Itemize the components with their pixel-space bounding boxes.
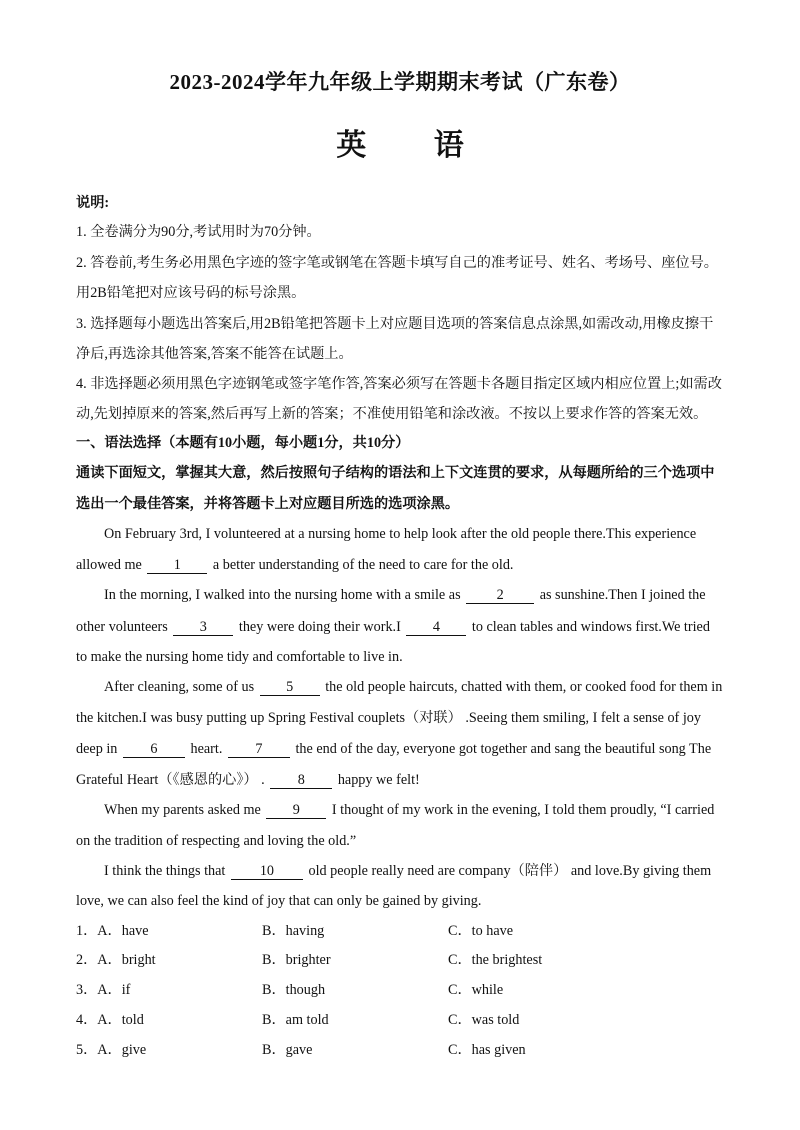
instructions-heading: 说明: bbox=[76, 195, 110, 211]
option-a: 2．A．bright bbox=[76, 952, 156, 968]
blank-1: 1 bbox=[147, 557, 207, 574]
passage-line bbox=[104, 861, 724, 881]
section-directions: 选出一个最佳答案，并将答题卡上对应题目所选的选项涂黑。 bbox=[76, 496, 460, 512]
passage-text: the end of the day, everyone got together and sang the beautiful song The bbox=[295, 741, 712, 757]
section-heading: 一、语法选择（本题有10小题，每小题1分，共10分） bbox=[76, 435, 410, 451]
option-b: B．having bbox=[262, 923, 325, 939]
blank-10: 10 bbox=[231, 863, 303, 880]
option-c: C．has given bbox=[448, 1042, 526, 1058]
passage-line bbox=[104, 800, 724, 820]
instruction-line: 2. 答卷前,考生务必用黑色字迹的签字笔或钢笔在答题卡填写自己的准考证号、姓名、考场号、座位号。 bbox=[76, 255, 718, 271]
passage-text: I thought of my work in the evening, I told them proudly, “I carried bbox=[331, 802, 715, 818]
passage-text: they were doing their work.I bbox=[238, 619, 401, 635]
option-a: 3．A．if bbox=[76, 982, 131, 998]
passage-line bbox=[104, 585, 724, 605]
passage-text: I think the things that bbox=[104, 863, 226, 879]
option-a: 4．A．told bbox=[76, 1012, 144, 1028]
passage-text: a better understanding of the need to care for the old. bbox=[212, 557, 514, 573]
exam-title: 2023-2024学年九年级上学期期末考试（广东卷） bbox=[169, 70, 631, 94]
option-b: B．am told bbox=[262, 1012, 329, 1028]
passage-text: to clean tables and windows first.We tried bbox=[471, 619, 710, 635]
passage-text: old people really need are company（陪伴） and love.By giving them bbox=[308, 863, 712, 879]
section-directions: 通读下面短文，掌握其大意，然后按照句子结构的语法和上下文连贯的要求，从每题所给的三个选项中 bbox=[76, 465, 715, 481]
passage-text: as sunshine.Then I joined the bbox=[539, 587, 706, 603]
passage-text: allowed me bbox=[76, 557, 142, 573]
instruction-line: 4. 非选择题必须用黑色字迹钢笔或签字笔作答,答案必须写在答题卡各题目指定区域内相应位置上;如需改 bbox=[76, 376, 722, 392]
instruction-line: 1. 全卷满分为90分,考试用时为70分钟。 bbox=[76, 224, 321, 240]
passage-line: love, we can also feel the kind of joy that can only be gained by giving. bbox=[76, 893, 482, 909]
blank-2: 2 bbox=[466, 587, 534, 604]
passage-text: After cleaning, some of us bbox=[104, 679, 255, 695]
passage-line bbox=[104, 677, 724, 697]
passage-line: On February 3rd, I volunteered at a nursing home to help look after the old people there.This experience bbox=[104, 526, 697, 542]
passage-text: When my parents asked me bbox=[104, 802, 261, 818]
instruction-line: 动,先划掉原来的答案,然后再写上新的答案；不准使用铅笔和涂改液。不按以上要求作答的答案无效。 bbox=[76, 406, 708, 422]
blank-3: 3 bbox=[173, 619, 233, 636]
passage-line: the kitchen.I was busy putting up Spring Festival couplets（对联） .Seeing them smiling, I felt a sense of joy bbox=[76, 710, 701, 726]
option-c: C．the brightest bbox=[448, 952, 543, 968]
passage-line: to make the nursing home tidy and comfortable to live in. bbox=[76, 649, 403, 665]
instruction-line: 用2B铅笔把对应该号码的标号涂黑。 bbox=[76, 285, 306, 301]
option-c: C．while bbox=[448, 982, 504, 998]
passage-line bbox=[76, 770, 724, 790]
subject-title: 英 语 bbox=[336, 129, 494, 162]
blank-9: 9 bbox=[266, 802, 326, 819]
instruction-line: 净后,再选涂其他答案,答案不能答在试题上。 bbox=[76, 346, 353, 362]
blank-6: 6 bbox=[123, 741, 185, 758]
option-c: C．was told bbox=[448, 1012, 520, 1028]
passage-line bbox=[76, 555, 724, 575]
passage-text: other volunteers bbox=[76, 619, 168, 635]
passage-text: deep in bbox=[76, 741, 118, 757]
option-c: C．to have bbox=[448, 923, 514, 939]
blank-5: 5 bbox=[260, 679, 320, 696]
passage-text: the old people haircuts, chatted with them, or cooked food for them in bbox=[325, 679, 723, 695]
passage-text: happy we felt! bbox=[337, 772, 420, 788]
option-a: 5．A．give bbox=[76, 1042, 147, 1058]
option-b: B．gave bbox=[262, 1042, 313, 1058]
passage-text: Grateful Heart（《感恩的心》） . bbox=[76, 772, 265, 788]
option-b: B．though bbox=[262, 982, 326, 998]
passage-line bbox=[76, 617, 724, 637]
option-b: B．brighter bbox=[262, 952, 331, 968]
blank-7: 7 bbox=[228, 741, 290, 758]
passage-text: In the morning, I walked into the nursing home with a smile as bbox=[104, 587, 461, 603]
blank-8: 8 bbox=[270, 772, 332, 789]
passage-line bbox=[76, 739, 724, 759]
instruction-line: 3. 选择题每小题选出答案后,用2B铅笔把答题卡上对应题目选项的答案信息点涂黑,如需改动,用橡皮擦干 bbox=[76, 316, 714, 332]
blank-4: 4 bbox=[406, 619, 466, 636]
option-a: 1．A．have bbox=[76, 923, 149, 939]
passage-text: heart. bbox=[190, 741, 223, 757]
passage-line: on the tradition of respecting and loving the old.” bbox=[76, 833, 357, 849]
